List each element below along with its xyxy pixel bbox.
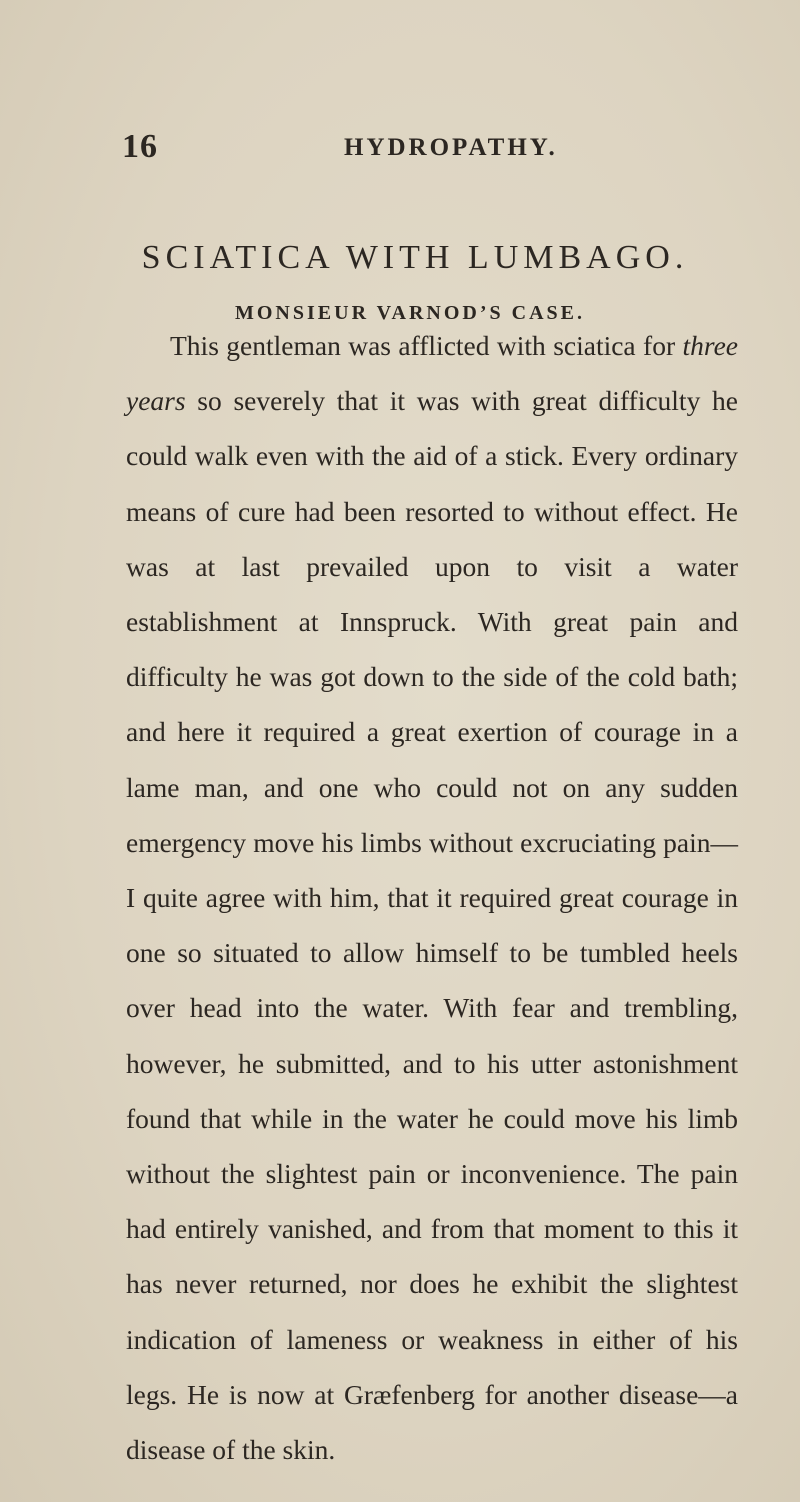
case-title: MONSIEUR VARNOD’S CASE.: [235, 301, 585, 324]
body-text-start: This gentleman was afflicted with sciatica for: [170, 330, 683, 361]
body-paragraph: [126, 318, 738, 1477]
running-head: [0, 128, 800, 168]
section-title: SCIATICA WITH LUMBAGO.: [141, 238, 689, 276]
running-head-title: HYDROPATHY.: [344, 134, 558, 161]
page-number: 16: [122, 128, 158, 165]
body-text-rest: so severely that it was with great difficulty he could walk even with the aid of a stick. Every ordinary means of cure had been resorted to without effect. He was at last prevailed upon to visit a water establishment at Innspruck. With great pain and difficulty he was got down to the side of the cold bath; and here it required a great exertion of courage in a lame man, and one who could not on any sudden emergency move his limbs without excruciating pain—I quite agree with him, that it required great courage in one so situated to allow himself to be tumbled heels over head into the water. With fear and trembling, however, he submitted, and to his utter astonishment found that while in the water he could move his limb without the slightest pain or inconvenience. The pain had entirely vanished, and from that moment to this it has never returned, nor does he exhibit the slightest indication of lameness or weakness in either of his legs. He is now at Græfenberg for another disease—a disease of the skin.: [126, 385, 738, 1466]
body-text-italic: three years: [126, 330, 738, 417]
